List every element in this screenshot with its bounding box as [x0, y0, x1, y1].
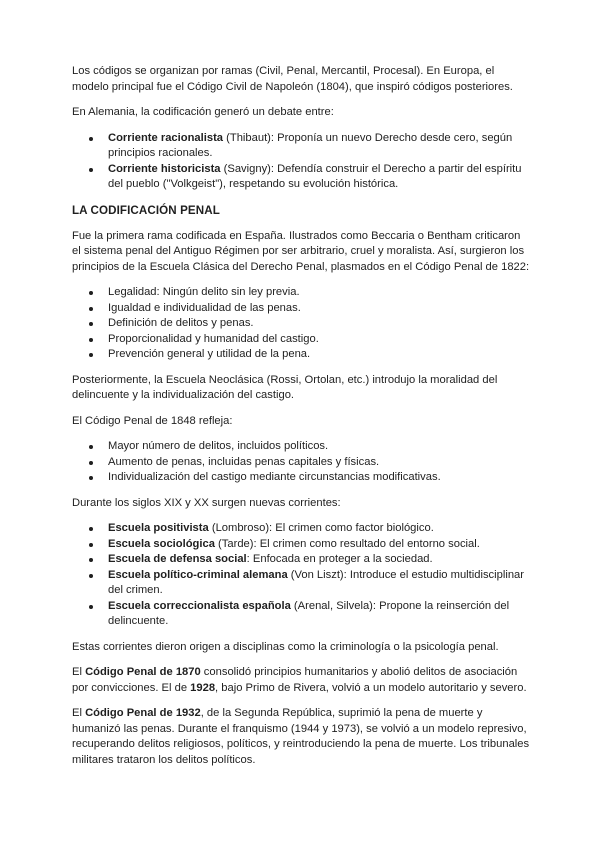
- refleja-list: [72, 439, 532, 486]
- list-item: Escuela político-criminal alemana (Von Liszt): Introduce el estudio multidisciplinar del crimen.: [72, 568, 532, 599]
- principios-list: [72, 285, 532, 363]
- debate-list: [72, 131, 532, 193]
- list-item: Individualización del castigo mediante circunstancias modificativas.: [72, 470, 532, 486]
- paragraph-siglos: Durante los siglos XIX y XX surgen nuevas corrientes:: [72, 496, 341, 509]
- list-item: Definición de delitos y penas.: [72, 316, 532, 332]
- term: Escuela positivista: [108, 522, 209, 534]
- term: Corriente historicista: [108, 162, 221, 175]
- section-heading: LA CODIFICACIÓN PENAL: [72, 203, 220, 217]
- paragraph-1932: El Código Penal de 1932, de la Segunda República, suprimió la pena de muerte y humanizó las penas. Durante el franquismo (1944 y 1973), se volvió a un modelo represivo, recuperando delitos religiosos, políticos, y reintroduciendo la pena de muerte. Los tribunales militares trataron los delitos políticos.: [72, 707, 530, 766]
- paragraph-disciplinas: Estas corrientes dieron origen a disciplinas como la criminología o la psicología penal.: [72, 640, 499, 653]
- paragraph-alemania: En Alemania, la codificación generó un debate entre:: [72, 106, 334, 118]
- corrientes-list: [72, 521, 532, 630]
- list-item: Corriente historicista (Savigny): Defendía construir el Derecho a partir del espíritu del pueblo ("Volkgeist"), respetando su evolución histórica.: [72, 162, 532, 193]
- term: Escuela sociológica: [108, 537, 215, 550]
- paragraph-1870: El Código Penal de 1870 consolidó principios humanitarios y abolió delitos de asociación por convicciones. El de 1928, bajo Primo de Rivera, volvió a un modelo autoritario y severo.: [72, 666, 527, 694]
- list-item: Aumento de penas, incluidas penas capitales y físicas.: [72, 455, 532, 471]
- paragraph-1848: El Código Penal de 1848 refleja:: [72, 414, 233, 427]
- list-item: Corriente racionalista (Thibaut): Proponía un nuevo Derecho desde cero, según principios racionales.: [72, 131, 532, 162]
- paragraph-neoclasica: Posteriormente, la Escuela Neoclásica (Rossi, Ortolan, etc.) introdujo la moralidad del delincuente y la individualización del castigo.: [72, 373, 498, 401]
- list-item: Escuela de defensa social: Enfocada en proteger a la sociedad.: [72, 552, 532, 568]
- list-item: Proporcionalidad y humanidad del castigo.: [72, 332, 532, 348]
- list-item: Prevención general y utilidad de la pena.: [72, 347, 532, 363]
- list-item: Mayor número de delitos, incluidos políticos.: [72, 439, 532, 455]
- term: Corriente racionalista: [108, 131, 224, 144]
- list-item: Escuela correccionalista española (Arenal, Silvela): Propone la reinserción del delincuente.: [72, 599, 532, 630]
- document-page: [72, 64, 532, 778]
- term: Escuela político-criminal alemana: [108, 568, 288, 581]
- list-item: Escuela sociológica (Tarde): El crimen como resultado del entorno social.: [72, 537, 532, 553]
- term: Escuela de defensa social: [108, 553, 247, 565]
- list-item: Escuela positivista (Lombroso): El crimen como factor biológico.: [72, 521, 532, 537]
- list-item: Legalidad: Ningún delito sin ley previa.: [72, 285, 532, 301]
- term: Escuela correccionalista española: [108, 599, 291, 612]
- paragraph-codigos: Los códigos se organizan por ramas (Civil, Penal, Mercantil, Procesal). En Europa, el modelo principal fue el Código Civil de Napoleón (1804), que inspiró códigos posteriores.: [72, 65, 513, 93]
- list-item: Igualdad e individualidad de las penas.: [72, 301, 532, 317]
- paragraph-primera-rama: Fue la primera rama codificada en España. Ilustrados como Beccaria o Bentham criticaron el sistema penal del Antiguo Régimen por ser arbitrario, cruel y moralista. Así, surgieron los principios de la Escuela Clásica del Derecho Penal, plasmados en el Código Penal de 1822:: [72, 229, 530, 273]
